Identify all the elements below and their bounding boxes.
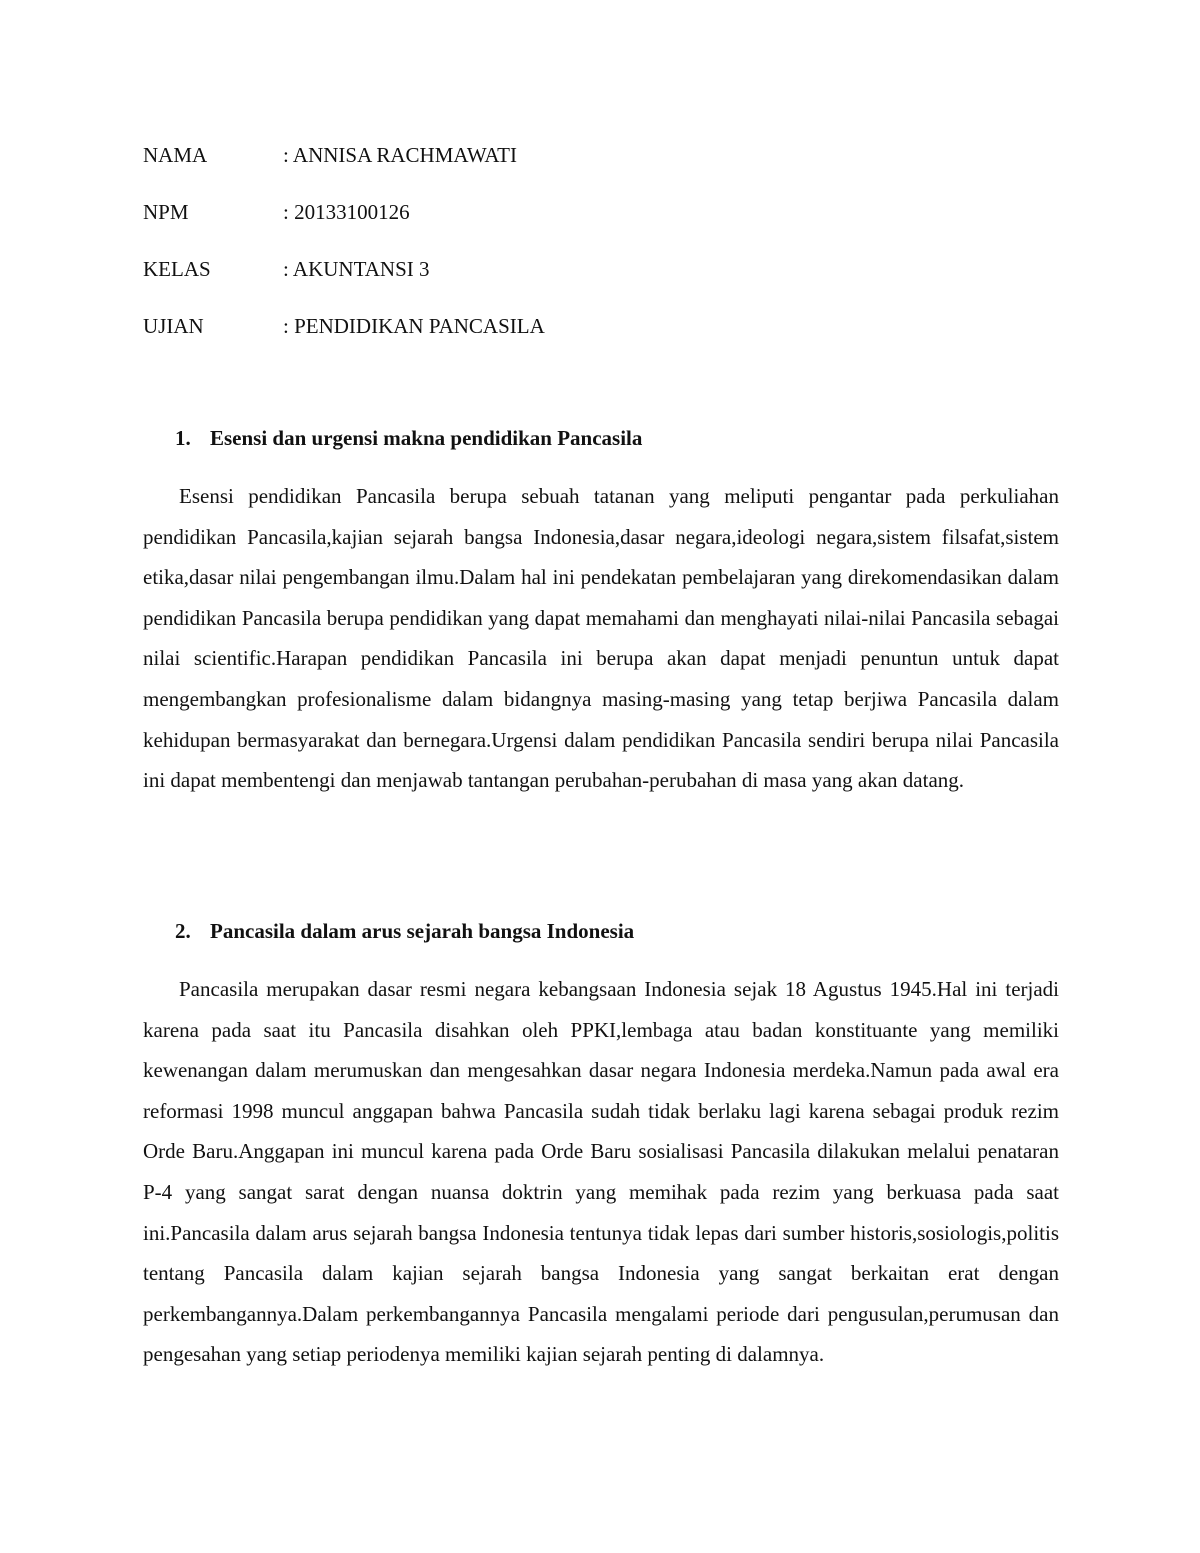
identity-row-kelas xyxy=(143,252,843,309)
identity-label: NAMA xyxy=(143,143,208,167)
section-title: Pancasila dalam arus sejarah bangsa Indonesia xyxy=(210,919,635,943)
section-arus-sejarah xyxy=(143,913,1059,1375)
section-paragraph: Pancasila merupakan dasar resmi negara kebangsaan Indonesia sejak 18 Agustus 1945.Hal ini terjadi karena pada saat itu Pancasila disahkan oleh PPKI,lembaga atau badan konstituante yang memiliki kewenangan dalam merumuskan dan mengesahkan dasar negara Indonesia merdeka.Namun pada awal era reformasi 1998 muncul anggapan bahwa Pancasila sudah tidak berlaku lagi karena sebagai produk rezim Orde Baru.Anggapan ini muncul karena pada Orde Baru sosialisasi Pancasila dilakukan melalui penataran P-4 yang sangat sarat dengan nuansa doktrin yang memihak pada rezim yang berkuasa pada saat ini.Pancasila dalam arus sejarah bangsa Indonesia tentunya tidak lepas dari sumber historis,sosiologis,politis tentang Pancasila dalam kajian sejarah bangsa Indonesia yang sangat berkaitan erat dengan perkembangannya.Dalam perkembangannya Pancasila mengalami periode dari pengusulan,perumusan dan pengesahan yang setiap periodenya memiliki kajian sejarah penting di dalamnya. xyxy=(143,977,1059,1367)
student-identity-block xyxy=(143,138,843,366)
identity-row-nama xyxy=(143,138,843,195)
section-heading xyxy=(143,913,1059,949)
identity-label: KELAS xyxy=(143,257,211,281)
section-esensi-urgensi xyxy=(143,420,1059,801)
identity-label: UJIAN xyxy=(143,314,204,338)
section-number: 1. xyxy=(175,426,191,450)
identity-row-ujian xyxy=(143,309,843,366)
identity-value: : PENDIDIKAN PANCASILA xyxy=(283,314,545,338)
section-title: Esensi dan urgensi makna pendidikan Pancasila xyxy=(210,426,643,450)
identity-label: NPM xyxy=(143,200,189,224)
identity-row-npm xyxy=(143,195,843,252)
identity-value: : ANNISA RACHMAWATI xyxy=(283,143,518,167)
section-heading xyxy=(143,420,1059,456)
section-paragraph: Esensi pendidikan Pancasila berupa sebuah tatanan yang meliputi pengantar pada perkuliahan pendidikan Pancasila,kajian sejarah bangsa Indonesia,dasar negara,ideologi negara,sistem filsafat,sistem etika,dasar nilai pengembangan ilmu.Dalam hal ini pendekatan pembelajaran yang direkomendasikan dalam pendidikan Pancasila berupa pendidikan yang dapat memahami dan menghayati nilai-nilai Pancasila sebagai nilai scientific.Harapan pendidikan Pancasila ini berupa akan dapat menjadi penuntun untuk dapat mengembangkan profesionalisme dalam bidangnya masing-masing yang tetap berjiwa Pancasila dalam kehidupan bermasyarakat dan bernegara.Urgensi dalam pendidikan Pancasila sendiri berupa nilai Pancasila ini dapat membentengi dan menjawab tantangan perubahan-perubahan di masa yang akan datang. xyxy=(143,484,1059,793)
identity-value: : 20133100126 xyxy=(283,200,410,224)
identity-value: : AKUNTANSI 3 xyxy=(283,257,430,281)
section-number: 2. xyxy=(175,919,191,943)
